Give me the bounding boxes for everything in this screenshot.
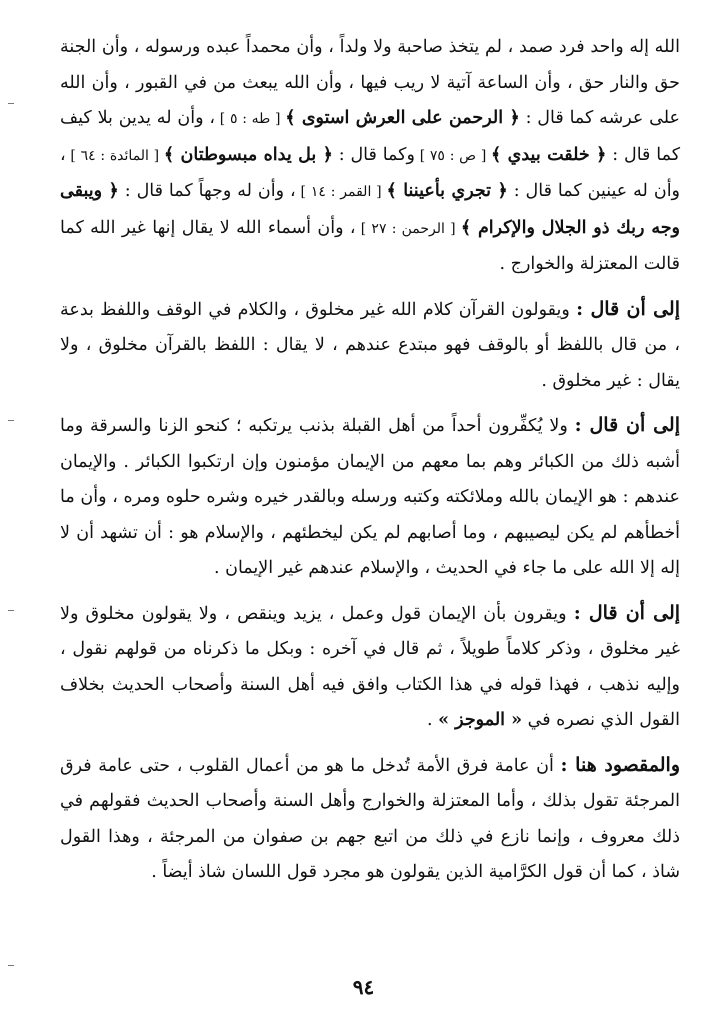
body-text: وكما قال :: [332, 144, 415, 165]
body-text: ، وأن له يدين بلا كيف كما قال :: [60, 108, 681, 165]
quoted-verse: ﴿ الرحمن على العرش استوى ﴾: [285, 108, 520, 128]
page-body: [60, 30, 680, 891]
body-text: أن عامة فرق الأمة تُدخل ما هو من أعمال القلوب ، حتى عامة فرق المرجئة تقول بذلك ، وأما المعتزلة والخوارج وأهل السنة وأصحاب الحديث فقولهم في ذلك معروف ، وإنما نازع في ذلك من اتبع جهم بن صفوان من المرجئة ، وهذا القول شاذ ، كما أن قول الكرَّامية الذين يقولون هو مجرد قول اللسان شاذ أيضاً .: [60, 755, 680, 882]
quoted-verse: ﴿ خلقت بيدي ﴾: [491, 144, 607, 165]
verse-citation: [ الرحمن : ٢٧ ]: [355, 220, 461, 237]
paragraph-lead: إلى أن قال :: [573, 601, 681, 624]
paragraph: [60, 292, 680, 400]
verse-citation: [ المائدة : ٦٤ ]: [65, 147, 164, 164]
paragraph: [60, 30, 680, 283]
paragraph-lead: إلى أن قال :: [574, 414, 680, 436]
paragraph: [60, 596, 680, 739]
quoted-verse: ﴿ تجري بأعيننا ﴾: [386, 181, 508, 201]
margin-mark: [8, 420, 14, 421]
quoted-verse: ﴿ بل يداه مبسوطتان ﴾: [163, 144, 333, 165]
verse-citation: [ القمر : ١٤ ]: [295, 184, 387, 200]
body-text: .: [427, 710, 439, 730]
paragraph-lead: إلى أن قال :: [576, 297, 680, 320]
body-text: ، وأن أسماء الله لا يقال إنها غير الله كما قالت المعتزلة والخوارج .: [60, 217, 680, 274]
verse-citation: [ طه : ٥ ]: [215, 111, 286, 127]
body-text: الله إله واحد فرد صمد ، لم يتخذ صاحبة ولا ولداً ، وأن محمداً عبده ورسوله ، وأن الجنة حق والنار حق ، وأن الساعة آتية لا ريب فيها ، وأن الله يبعث من في القبور ، وأن الله على عرشه كما قال :: [60, 37, 680, 128]
paragraph: [60, 748, 680, 891]
body-text: ويقرون بأن الإيمان قول وعمل ، يزيد وينقص ، ولا يقولون مخلوق ولا غير مخلوق ، وذكر كلاماً طويلاً ، ثم قال في آخره : وبكل ما ذكرناه من قولهم نقول ، وإليه نذهب ، فهذا قوله في هذا الكتاب وافق فيه أهل السنة وأصحاب الحديث بخلاف القول الذي نصره في: [60, 603, 680, 730]
body-text: ويقولون القرآن كلام الله غير مخلوق ، والكلام في الوقف واللفظ بدعة ، من قال باللفظ أو بالوقف فهو مبتدع عندهم ، لا يقال : اللفظ بالقرآن مخلوق ، ولا يقال : غير مخلوق .: [60, 299, 680, 391]
margin-mark: [8, 103, 14, 104]
quoted-verse: « الموجز »: [438, 710, 523, 730]
body-text: ، وأن له وجهاً كما قال :: [118, 181, 296, 201]
body-text: ، وأن له عينين كما قال :: [60, 144, 681, 201]
page-number: ٩٤: [352, 975, 375, 999]
quoted-verse: ﴿ ويبقى وجه ربك ذو الجلال والإكرام ﴾: [60, 181, 680, 238]
margin-mark: [8, 965, 14, 966]
verse-citation: [ ص : ٧٥ ]: [414, 147, 492, 164]
body-text: ولا يُكفِّرون أحداً من أهل القبلة بذنب يرتكبه ؛ كنحو الزنا والسرقة وما أشبه ذلك من الكبائر وهم بما معهم من الإيمان مؤمنون وإن ارتكبوا الكبائر . والإيمان عندهم : هو الإيمان بالله وملائكته وكتبه ورسله وبالقدر خيره وشره حلوه ومره ، وأن ما أخطأهم لم يكن ليصيبهم ، وما أصابهم لم يكن ليخطئهم ، والإسلام هو : أن تشهد أن لا إله إلا الله على ما جاء في الحديث ، والإسلام عندهم غير الإيمان .: [60, 416, 680, 578]
paragraph: [60, 408, 680, 587]
paragraph-lead: والمقصود هنا :: [560, 753, 680, 776]
margin-mark: [8, 610, 14, 611]
